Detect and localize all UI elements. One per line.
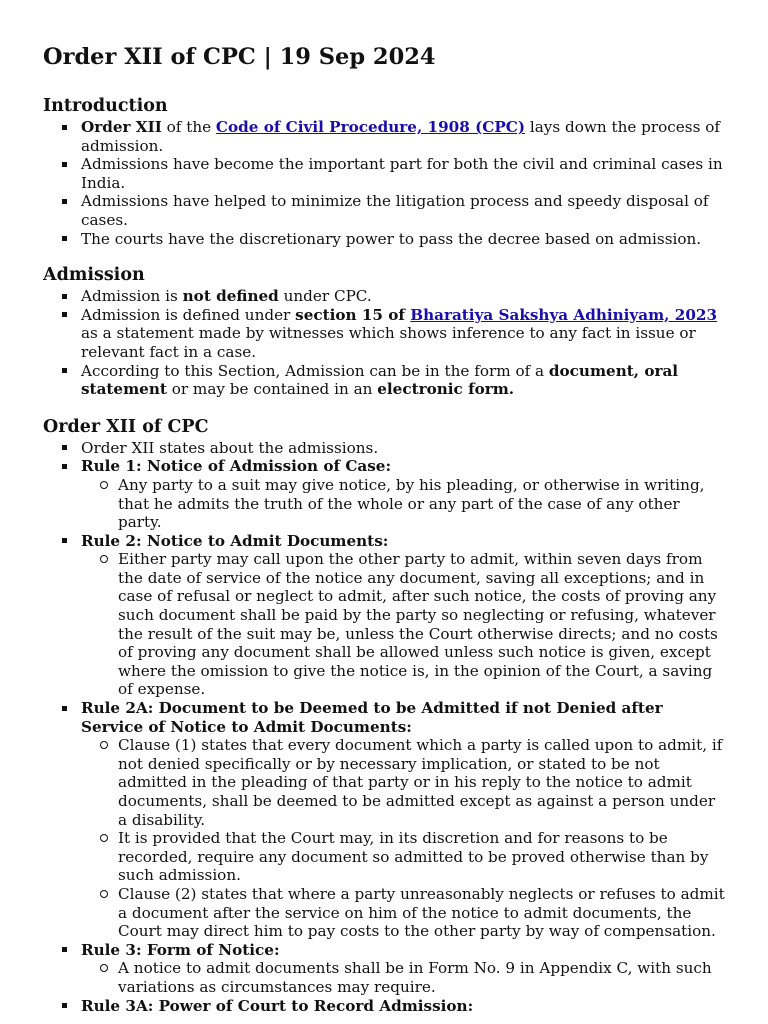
sub-list	[81, 550, 728, 699]
sub-list-item: Clause (1) states that every document which a party is called upon to admit, if not denied specifically or by necessary implication, or stated to be not admitted in the pleading of that party or in his reply to the notice to admit documents, shall be deemed to be admitted except as against a person under a disability.	[118, 736, 728, 829]
bsa-link[interactable]: Bharatiya Sakshya Adhiniyam, 2023	[410, 305, 718, 324]
text: Admission is	[81, 287, 183, 306]
admission-heading: Admission	[43, 265, 145, 286]
rule-2-item	[81, 532, 728, 699]
list-item: The courts have the discretionary power to pass the decree based on admission.	[81, 230, 728, 249]
rule-title: Rule 2A: Document to be Deemed to be Admitted if not Denied after Service of Notice to Admit Documents:	[81, 699, 663, 736]
cpc-link[interactable]: Code of Civil Procedure, 1908 (CPC)	[215, 118, 526, 136]
rule-2a-item	[81, 699, 728, 941]
page-title: Order XII of CPC | 19 Sep 2024	[43, 44, 436, 70]
sub-list	[81, 736, 728, 941]
list-item: Admissions have helped to minimize the litigation process and speedy disposal of cases.	[81, 192, 728, 229]
bold-text: electronic form.	[377, 380, 515, 399]
rule-1-item	[81, 457, 728, 531]
order-xii-heading: Order XII of CPC	[43, 416, 209, 437]
text: or may be contained in an	[166, 380, 378, 399]
list-item	[81, 306, 728, 362]
list-item	[81, 118, 728, 155]
list-item: Admissions have become the important part for both the civil and criminal cases in India.	[81, 155, 728, 192]
sub-list-item: Any party to a suit may give notice, by his pleading, or otherwise in writing, that he admits the truth of the whole or any part of the case of any other party.	[118, 476, 728, 532]
text: under CPC.	[278, 287, 372, 306]
sub-list-item: A notice to admit documents shall be in Form No. 9 in Appendix C, with such variations as circumstances may require.	[118, 959, 728, 996]
order-xii-list	[43, 439, 728, 1015]
sub-list-item: It is provided that the Court may, in its discretion and for reasons to be recorded, require any document so admitted to be proved otherwise than by such admission.	[118, 829, 728, 885]
text: According to this Section, Admission can be in the form of a	[81, 361, 549, 380]
rule-3a-item	[81, 997, 728, 1016]
sub-list	[81, 959, 728, 996]
text: Admission is defined under	[81, 305, 296, 324]
text: of the	[161, 118, 216, 136]
bold-text: document, oral statement	[81, 361, 679, 399]
sub-list	[81, 476, 728, 532]
list-item: Order XII states about the admissions.	[81, 439, 728, 458]
admission-list	[43, 287, 728, 399]
introduction-list	[43, 118, 728, 248]
text: lays down the process of admission.	[81, 118, 720, 155]
rule-title: Rule 1: Notice of Admission of Case:	[81, 457, 392, 476]
list-item	[81, 287, 728, 306]
bold-text: Order XII	[81, 118, 162, 136]
introduction-heading: Introduction	[43, 96, 168, 116]
bold-text: section 15 of	[295, 305, 411, 324]
rule-title: Rule 2: Notice to Admit Documents:	[81, 531, 389, 550]
sub-list-item: Clause (2) states that where a party unreasonably neglects or refuses to admit a document after the service on him of the notice to admit documents, the Court may direct him to pay costs to the other party by way of compensation.	[118, 885, 728, 941]
list-item	[81, 362, 728, 399]
text: as a statement made by witnesses which shows inference to any fact in issue or relevant fact in a case.	[81, 324, 696, 361]
rule-title: Rule 3: Form of Notice:	[81, 940, 280, 959]
rule-title: Rule 3A: Power of Court to Record Admission:	[81, 996, 474, 1015]
sub-list-item: Either party may call upon the other party to admit, within seven days from the date of service of the notice any document, saving all exceptions; and in case of refusal or neglect to admit, after such notice, the costs of proving any such document shall be paid by the party so neglecting or refusing, whatever the result of the suit may be, unless the Court otherwise directs; and no costs of proving any document shall be allowed unless such notice is given, except where the omission to give the notice is, in the opinion of the Court, a saving of expense.	[118, 550, 728, 699]
rule-3-item	[81, 941, 728, 997]
bold-text: not defined	[182, 287, 279, 306]
